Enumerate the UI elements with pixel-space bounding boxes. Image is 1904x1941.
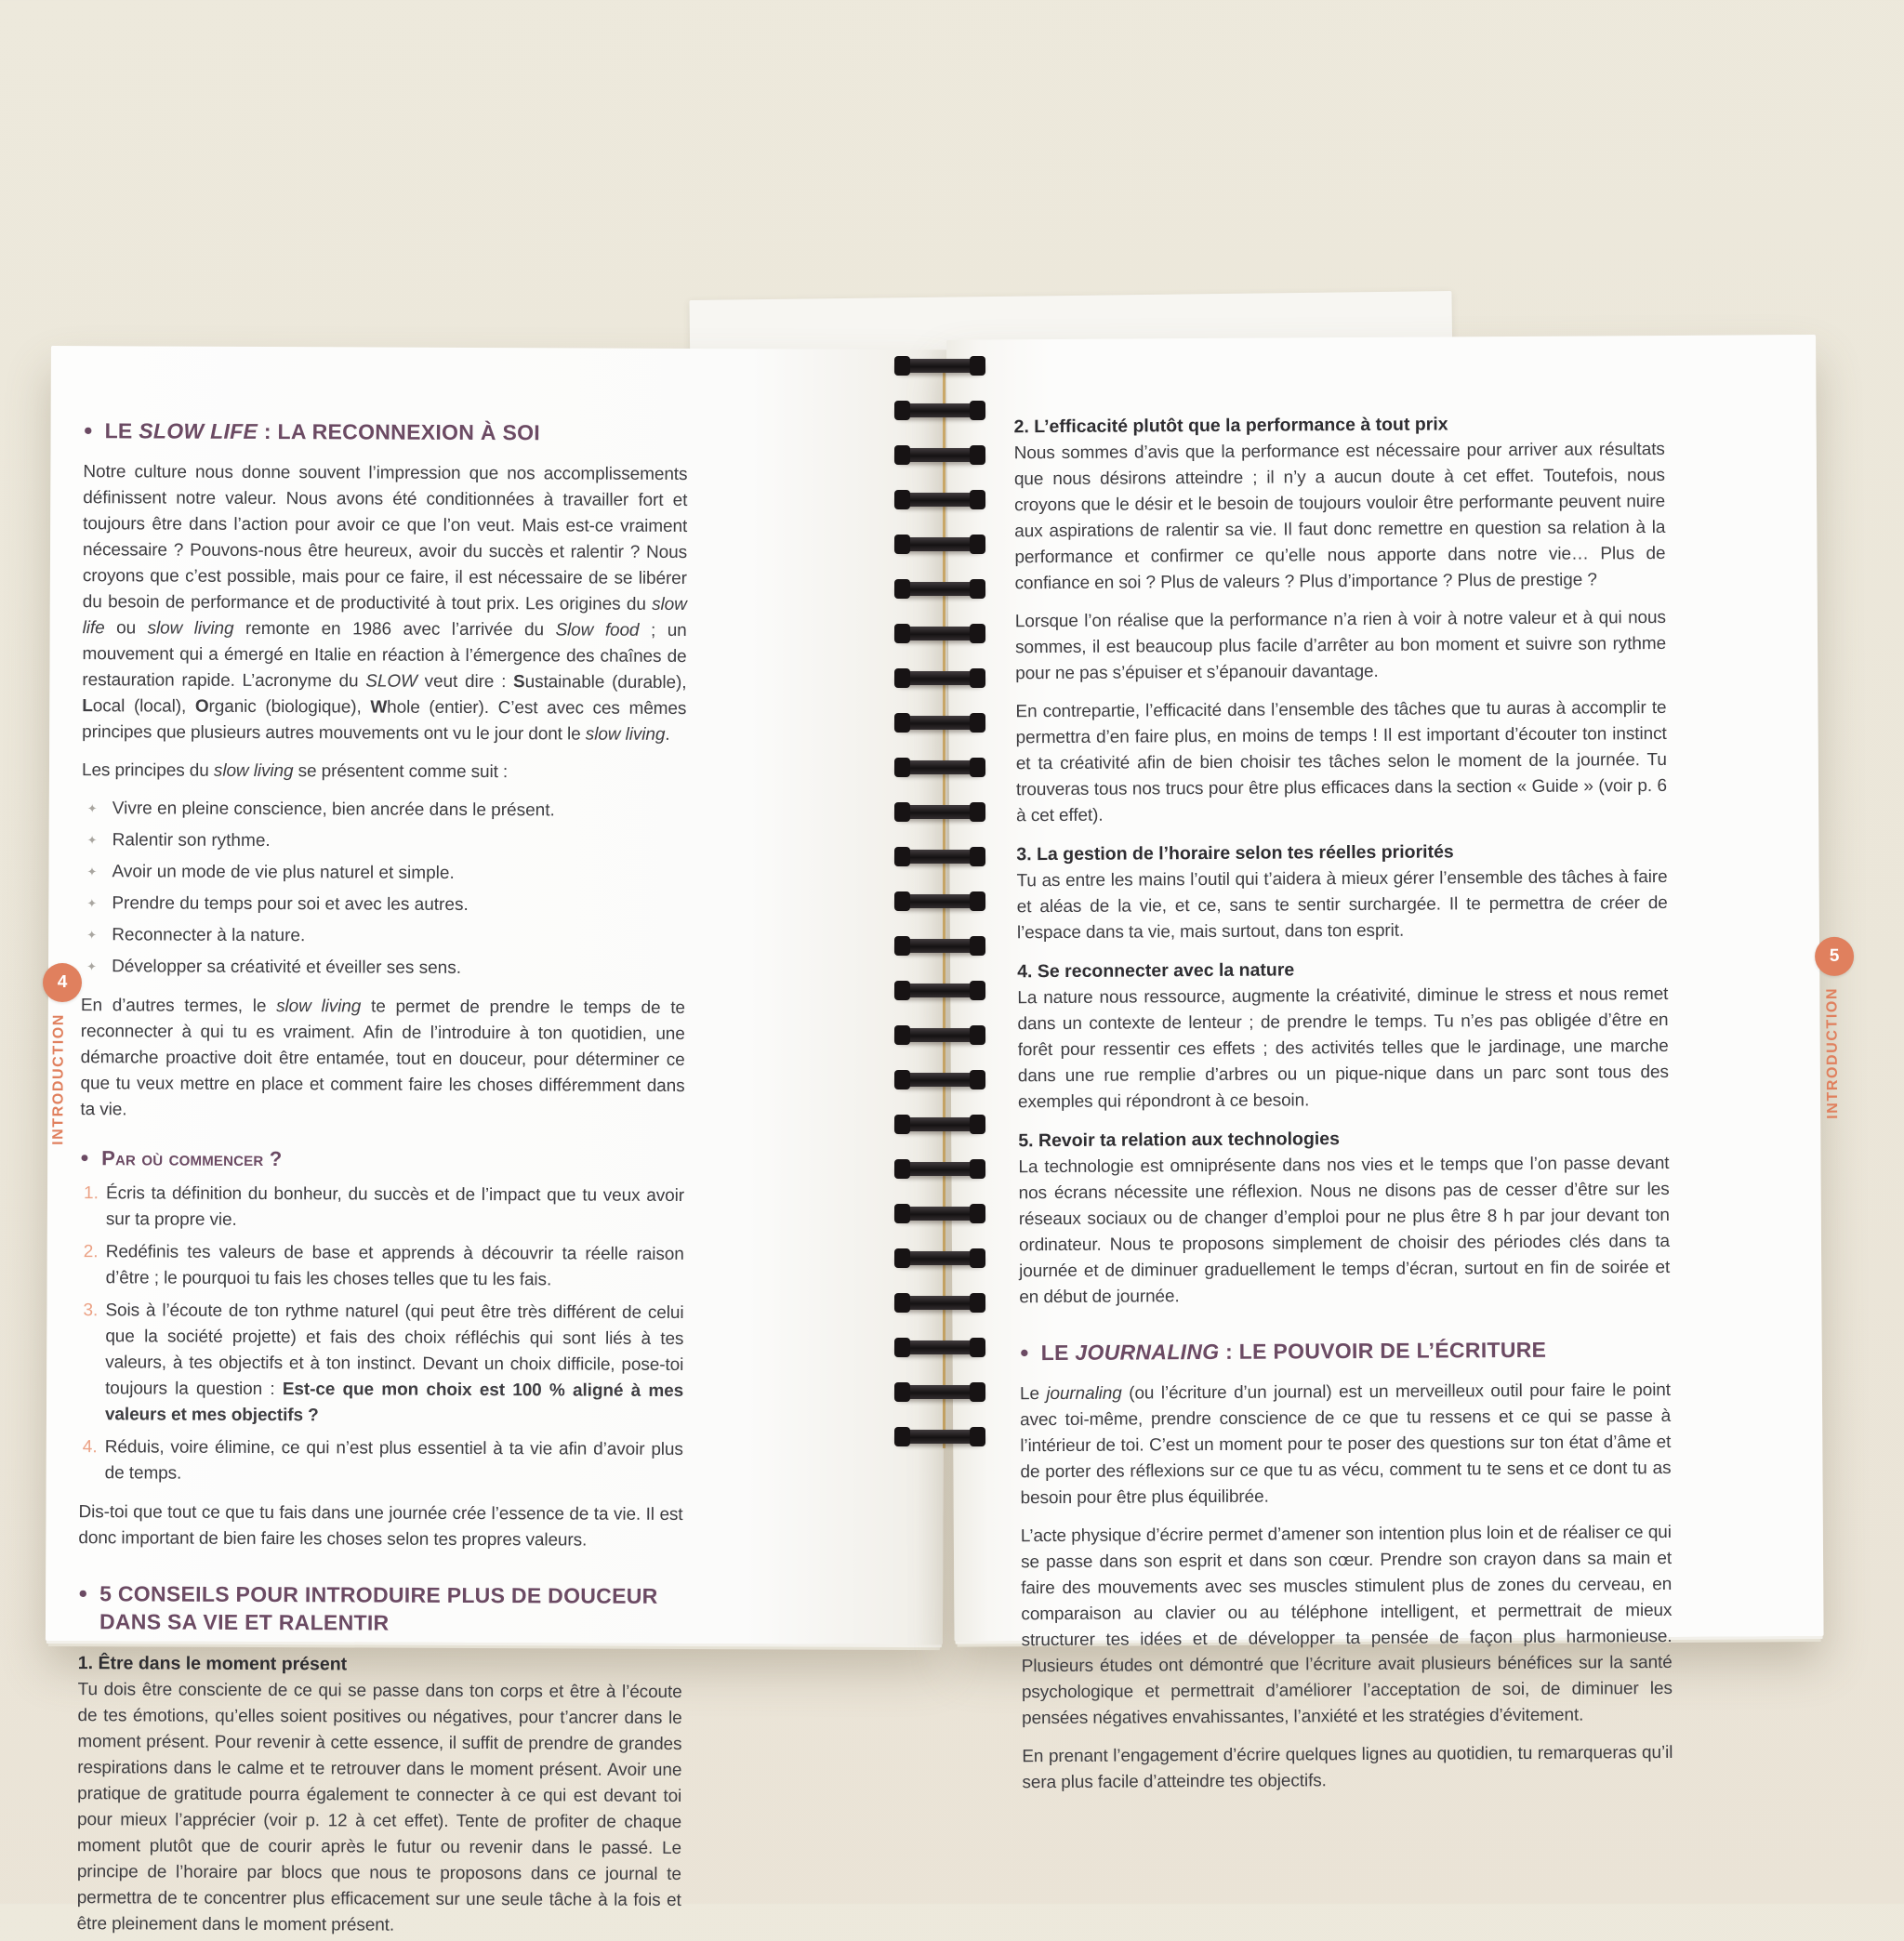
tip-title: 3. La gestion de l’horaire selon tes réelles priorités <box>1016 841 1454 865</box>
paragraph-autres-termes: En d’autres termes, le slow living te permet de prendre le temps de te reconnecter à qui tu es vraiment. Afin de l’introduire à ton quotidien, une démarche proactive doit être entamée, tout en douceur, pour déterminer ce que tu veux mettre en place et comment faire les choses différemment dans ta vie. <box>80 996 685 1120</box>
tip-body: La nature nous ressource, augmente la créativité, diminue le stress et nous remet dans un contexte de lenteur ; de prendre le temps. Tu n’es pas obligée d’être en forêt pour ressentir ces effets ; des activités telles que le jardinage, une marche dans une rue remplie d’arbres ou un pique-nique dans un parc sont tous des exemples qui répondront à ce besoin. <box>1017 984 1669 1113</box>
list-item <box>82 827 686 856</box>
tip-body: En contrepartie, l’efficacité dans l’ensemble des tâches que tu auras à accomplir te permettra d’en faire plus, en moins de temps ! Il est important d’écouter ton instinct et ta créativité afin de bien choisir tes tâches selon le moment de la journée. Tu trouveras tous nos trucs pour être plus efficaces dans la section « Guide » (voir p. 6 à cet effet). <box>1015 697 1668 826</box>
section-label-vertical: INTRODUCTION <box>50 1013 67 1145</box>
principles-list <box>81 796 686 983</box>
spiral-coil-icon <box>895 1340 985 1354</box>
step-text: Redéfinis tes valeurs de base et apprends à découvrir ta réelle raison d’être ; le pourquoi tu fais les choses telles que tu les fais. <box>105 1242 684 1290</box>
heading-bullet-icon: ● <box>78 1584 88 1603</box>
section-heading-journaling <box>1020 1335 1671 1367</box>
spiral-coil-icon <box>895 582 985 596</box>
spiral-coil-icon <box>895 403 985 417</box>
step-item <box>79 1434 683 1489</box>
tip-4 <box>1017 955 1669 1116</box>
spiral-coil-icon <box>895 805 985 819</box>
paragraph-journaling-3: En prenant l’engagement d’écrire quelques lignes au quotidien, tu remarqueras qu’il sera plus facile d’atteindre tes objectifs. <box>1022 1742 1673 1793</box>
step-number: 1. <box>83 1183 99 1204</box>
step-text: Écris ta définition du bonheur, du succès et de l’impact que tu veux avoir sur ta propre vie. <box>105 1183 685 1230</box>
section-heading-commencer <box>80 1145 684 1174</box>
list-item <box>81 922 685 951</box>
plus-bullet-icon: ✦ <box>86 896 98 911</box>
step-text: Réduis, voire élimine, ce qui n’est plus essentiel à ta vie afin d’avoir plus de temps. <box>104 1437 683 1484</box>
section-label-vertical: INTRODUCTION <box>1824 986 1842 1119</box>
spiral-coil-icon <box>895 1207 985 1221</box>
tip-3 <box>1016 838 1668 946</box>
left-page <box>46 346 948 1935</box>
right-page <box>946 335 1842 1793</box>
plus-bullet-icon: ✦ <box>86 801 98 816</box>
tip-5 <box>1018 1124 1670 1311</box>
spiral-coil-icon <box>895 1296 985 1310</box>
tip-title: 4. Se reconnecter avec la nature <box>1017 959 1295 983</box>
paragraph-dis-toi: Dis-toi que tout ce que tu fais dans une journée crée l’essence de ta vie. Il est donc important de bien faire les choses selon tes propres valeurs. <box>78 1502 683 1551</box>
list-item-text: Avoir un mode de vie plus naturel et simple. <box>112 862 455 883</box>
step-item <box>79 1298 684 1431</box>
plus-bullet-icon: ✦ <box>86 928 98 943</box>
spiral-coil-icon <box>895 1117 985 1131</box>
list-item <box>82 796 686 825</box>
spiral-coil-icon <box>895 448 985 462</box>
spiral-coil-icon <box>895 493 985 507</box>
page-number-badge: 5 <box>1815 937 1854 976</box>
paragraph-culture: Notre culture nous donne souvent l’impression que nos accomplissements définissent notre valeur. Nous avons été conditionnées à travailler fort et toujours être dans l’action pour avoir ce que l’on veut. Mais est-ce vraiment nécessaire ? Pouvons-nous être heureux, avoir du succès et ralentir ? Nous croyons que c’est possible, mais pour ce faire, il est nécessaire de se libérer du besoin de performance et de productivité à tout prix. Les origines du slow life ou slow living remonte en 1986 avec l’arrivée du Slow food ; un mouvement qui a émergé en Italie en réaction à l’émergence des chaînes de restauration rapide. L’acronyme du SLOW veut dire : Sustainable (durable), Local (local), Organic (biologique), Whole (entier). C’est avec ces mêmes principes que plusieurs autres mouvements ont vu le jour dont le slow living. <box>82 462 688 745</box>
step-number: 4. <box>82 1437 98 1458</box>
spiral-coil-icon <box>895 1028 985 1042</box>
step-text: Sois à l’écoute de ton rythme naturel (qui peut être très différent de celui que la société projette) et fais des choix réfléchis qui sont liés à tes valeurs, à tes objectifs et à ton instinct. Devant un choix difficile, pose-toi toujours la question : Est-ce que mon choix est 100 % aligné à mes valeurs et mes objectifs ? <box>104 1301 684 1426</box>
list-item <box>81 954 685 983</box>
step-item <box>80 1181 684 1235</box>
spiral-coil-icon <box>895 671 985 685</box>
list-item-text: Prendre du temps pour soi et avec les autres. <box>112 893 469 915</box>
plus-bullet-icon: ✦ <box>86 865 98 879</box>
spiral-coil-icon <box>895 894 985 908</box>
spiral-coil-icon <box>895 1073 985 1087</box>
section-heading-text: 5 CONSEILS POUR INTRODUIRE PLUS DE DOUCEUR DANS SA VIE ET RALENTIR <box>99 1581 658 1635</box>
spiral-binding <box>895 359 985 1448</box>
section-heading-text: LE JOURNALING : LE POUVOIR DE L’ÉCRITURE <box>1040 1337 1547 1366</box>
tip-body: La technologie est omniprésente dans nos vies et le temps que l’on passe devant nos écrans nécessite une réflexion. Nous ne disons pas de cesser d’être sur les réseaux sociaux ou de changer d’emploi pour ne plus être 8 h par jour devant ton ordinateur. Nous te proposons simplement de choisir des périodes clés dans ta journée et de diminuer graduellement le temps d’écran, surtout en fin de soirée et en début de journée. <box>1018 1153 1671 1308</box>
tip-title: 5. Revoir ta relation aux technologies <box>1018 1129 1341 1152</box>
heading-bullet-icon: ● <box>1019 1343 1030 1362</box>
heading-bullet-icon: ● <box>80 1150 90 1167</box>
list-item-text: Vivre en pleine conscience, bien ancrée dans le présent. <box>112 799 555 821</box>
list-item-text: Reconnecter à la nature. <box>112 925 306 946</box>
tip-title: 2. L’efficacité plutôt que la performance à tout prix <box>1013 414 1448 438</box>
spiral-coil-icon <box>895 939 985 953</box>
spiral-coil-icon <box>895 850 985 864</box>
plus-bullet-icon: ✦ <box>86 833 98 848</box>
spiral-coil-icon <box>895 627 985 640</box>
step-item <box>80 1239 684 1294</box>
spiral-coil-icon <box>895 359 985 373</box>
paragraph-principles-intro: Les principes du slow living se présentent comme suit : <box>81 760 509 783</box>
list-item <box>81 859 685 888</box>
list-item-text: Développer sa créativité et éveiller ses sens. <box>112 957 462 978</box>
step-number: 2. <box>83 1242 99 1262</box>
section-heading-text: LE SLOW LIFE : LA RECONNEXION À SOI <box>104 418 541 445</box>
plus-bullet-icon: ✦ <box>86 959 98 974</box>
list-item-text: Ralentir son rythme. <box>112 830 271 852</box>
tip-body: Nous sommes d’avis que la performance est nécessaire pour arriver aux résultats que nous désirons atteindre ; il n’y a aucun doute à cet effet. Toutefois, nous croyons que le désir et le besoin de toujours vouloir être performante peuvent nuire aux aspirations de ralentir sa vie. Il faut donc remettre en question sa relation à la performance et confirmer ce qu’elle nous apporte dans notre vie… Plus de confiance en soi ? Plus de valeurs ? Plus d’importance ? Plus de prestige ? <box>1013 439 1666 594</box>
spiral-coil-icon <box>895 1162 985 1176</box>
page-number-badge: 4 <box>43 963 82 1002</box>
step-number: 3. <box>83 1301 99 1321</box>
steps-list <box>79 1181 684 1489</box>
tip-body: Lorsque l’on réalise que la performance n’a rien à voir à notre valeur et à qui nous sommes, il est beaucoup plus facile d’arrêter au bon moment et suivre son rythme pour ne pas s’épuiser et s’épanouir davantage. <box>1014 607 1667 684</box>
paragraph-journaling-2: L’acte physique d’écrire permet d’amener son intention plus loin et de réaliser ce qui se passe dans son esprit et dans son cœur. Prendre son crayon dans sa main et faire des mouvements avec ses muscles stimulent plus de zones du cerveau, en comparaison au clavier ou au téléphone intelligent, et permettrait de mieux structurer tes idées et de développer ta pensée de façon plus harmonieuse. Plusieurs études ont démontré que l’écriture avait plusieurs bénéfices sur la santé psychologique et permettrait d’améliorer l’acceptation de soi, de diminuer les pensées négatives envahissantes, l’anxiété et les stratégies d’évitement. <box>1020 1522 1673 1729</box>
spiral-coil-icon <box>895 1251 985 1265</box>
tip-1 <box>77 1650 682 1940</box>
tip-2 <box>1014 410 1668 829</box>
spiral-coil-icon <box>895 760 985 774</box>
tip-body: Tu as entre les mains l’outil qui t’aidera à mieux gérer l’ensemble des tâches à faire et aléas de la vie, et ce, sans te sentir surchargée. Il te permettra de créer de l’espace dans ta vie, mais surtout, dans ton esprit. <box>1016 866 1668 944</box>
paragraph-journaling-1: Le journaling (ou l’écriture d’un journal) est un merveilleux outil pour faire le point avec toi-même, prendre conscience de ce que tu ressens et ce qui se passe à l’intérieur de toi. C’est un moment pour te poser des questions sur ton état d’âme et de porter des réflexions sur ce que tu as vécu, comment tu te sens et ce dont tu as besoin pour être plus équilibrée. <box>1019 1380 1672 1509</box>
tip-body: Tu dois être consciente de ce qui se passe dans ton corps et être à l’écoute de tes émotions, qu’elles soient positives ou négatives, pour t’ancrer dans le moment présent. Pour revenir à cette essence, il suffit de prendre de grandes respirations dans le calme et te retrouver dans le moment présent. Avoir une pratique de gratitude pourra également te connecter à ce qui est devant toi pour mieux l’apprécier (voir p. 12 à cet effet). Tente de profiter de chaque moment plutôt que de courir après le futur ou revenir dans le passé. Le principe de l’horaire par blocs que nous te proposons dans ce journal te permettra de te concentrer plus efficacement sur une seule tâche à la fois et être pleinement dans le moment présent. <box>76 1680 682 1935</box>
section-heading-text: Par où commencer ? <box>101 1146 283 1171</box>
heading-bullet-icon: ● <box>83 421 94 440</box>
spiral-coil-icon <box>895 1385 985 1399</box>
spiral-coil-icon <box>895 1430 985 1444</box>
spiral-coil-icon <box>895 537 985 551</box>
tip-title: 1. Être dans le moment présent <box>77 1653 348 1675</box>
section-heading-slow-life <box>84 416 688 447</box>
list-item <box>81 891 685 919</box>
spiral-coil-icon <box>895 984 985 997</box>
spiral-coil-icon <box>895 716 985 730</box>
section-heading-conseils <box>78 1579 682 1638</box>
